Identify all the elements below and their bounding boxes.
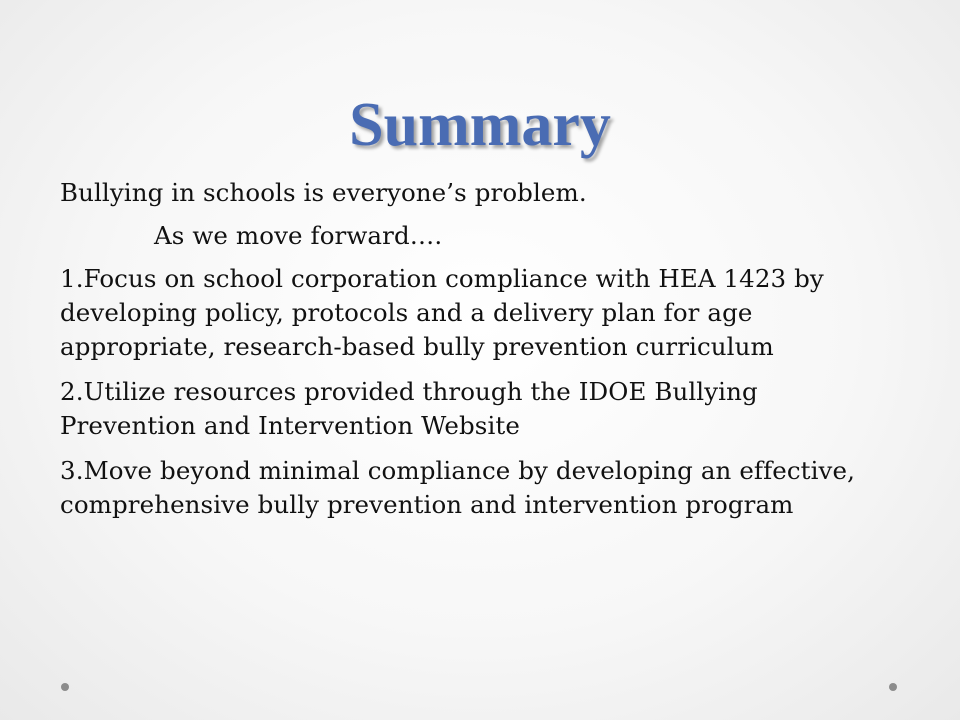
- list-item-3: 3.Move beyond minimal compliance by developing an effective, comprehensive bully prevention and intervention program: [60, 456, 855, 519]
- subheading-text: As we move forward….: [154, 221, 443, 250]
- slide-title: Summary: [349, 91, 611, 159]
- decorative-dot-left-icon: [61, 683, 69, 691]
- intro-text: Bullying in schools is everyone’s problem.: [60, 178, 587, 207]
- decorative-dot-right-icon: [889, 683, 897, 691]
- list-item-1: 1.Focus on school corporation compliance with HEA 1423 by developing policy, protocols and a delivery plan for age appropriate, research-based bully prevention curriculum: [60, 264, 824, 361]
- slide-body: [60, 176, 880, 533]
- list-item-2: 2.Utilize resources provided through the IDOE Bullying Prevention and Intervention Website: [60, 377, 758, 440]
